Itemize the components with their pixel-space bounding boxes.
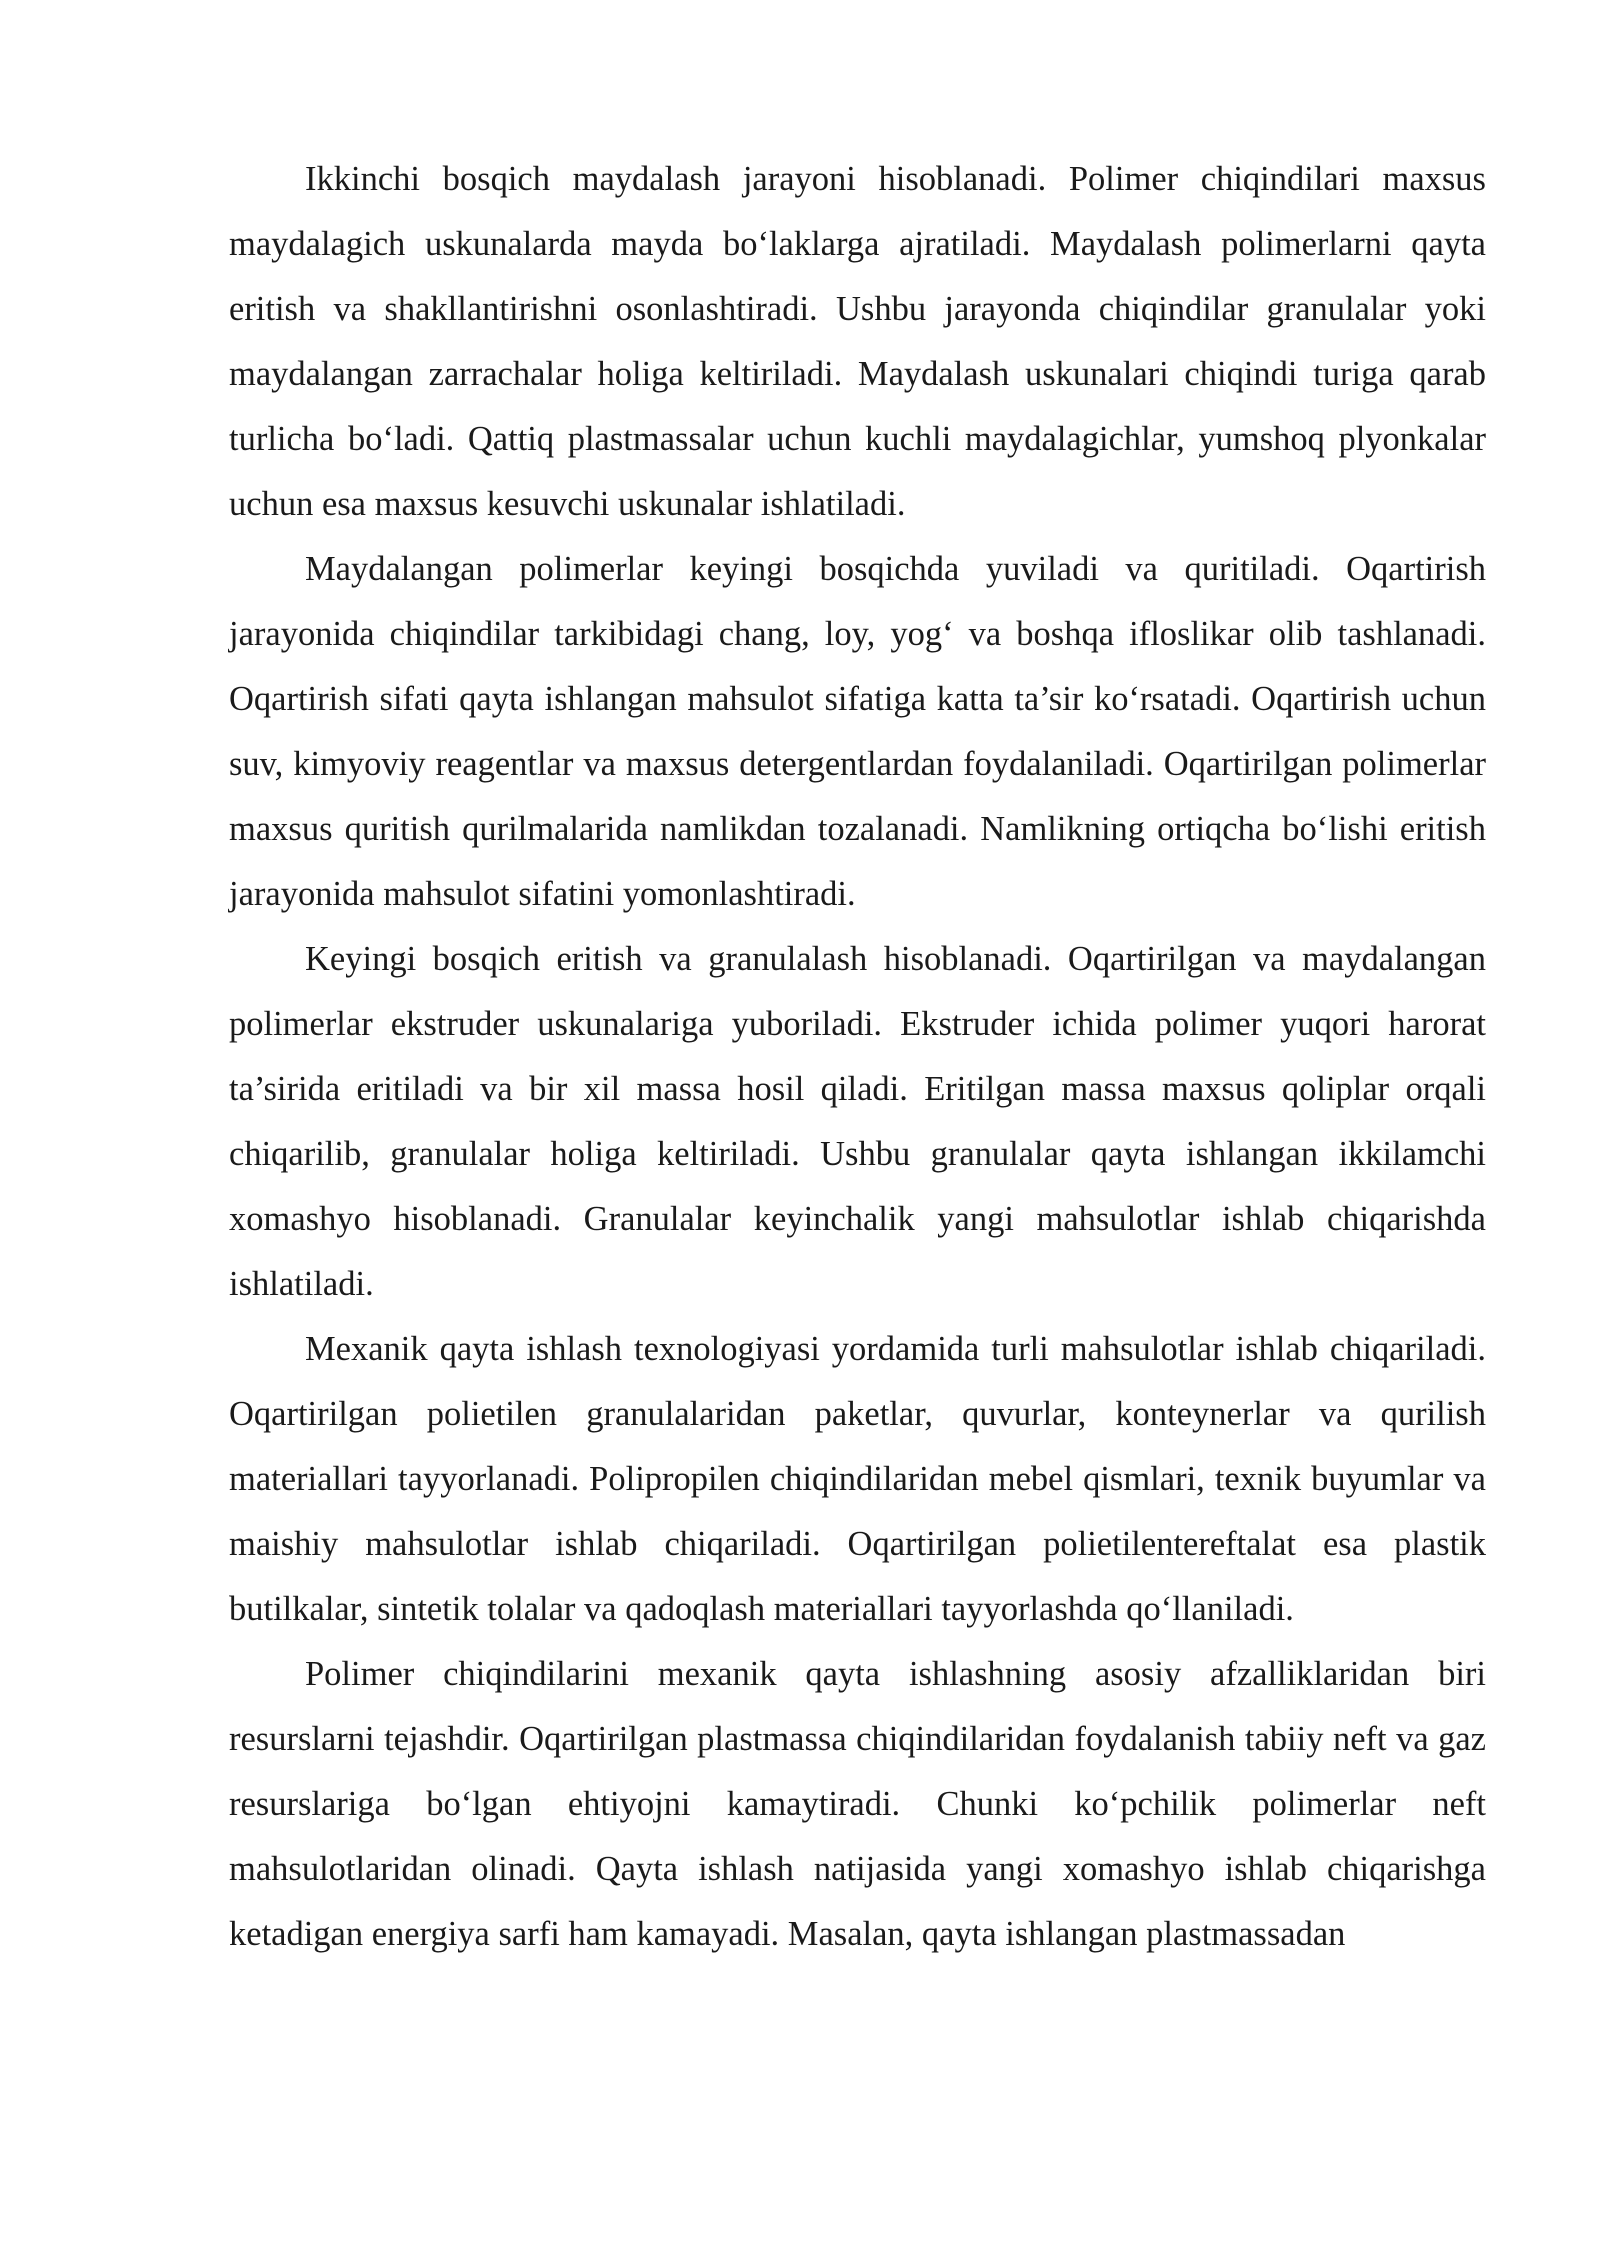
paragraph-washing-drying: Maydalangan polimerlar keyingi bosqichda yuviladi va quritiladi. Oqartirish jarayonida chiqindilar tarkibidagi chang, loy, yog‘ va boshqa ifloslikar olib tashlanadi. Oqartirish sifati qayta ishlangan mahsulot sifatiga katta ta’sir ko‘rsatadi. Oqartirish uchun suv, kimyoviy reagentlar va maxsus detergentlardan foydalaniladi. Oqartirilgan polimerlar maxsus quritish qurilmalarida namlikdan tozalanadi. Namlikning ortiqcha bo‘lishi eritish jarayonida mahsulot sifatini yomonlashtiradi. xyxy=(229,550,1486,913)
paragraph-advantages: Polimer chiqindilarini mexanik qayta ishlashning asosiy afzalliklaridan biri resurslarni tejashdir. Oqartirilgan plastmassa chiqindilaridan foydalanish tabiiy neft va gaz resurslariga bo‘lgan ehtiyojni kamaytiradi. Chunki ko‘pchilik polimerlar neft mahsulotlaridan olinadi. Qayta ishlash natijasida yangi xomashyo ishlab chiqarishga ketadigan energiya sarfi ham kamayadi. Masalan, qayta ishlangan plastmassadan xyxy=(229,1655,1486,1953)
body-text xyxy=(229,147,1486,1967)
paragraph-melting-granulation: Keyingi bosqich eritish va granulalash hisoblanadi. Oqartirilgan va maydalangan polimerlar ekstruder uskunalariga yuboriladi. Ekstruder ichida polimer yuqori harorat ta’sirida eritiladi va bir xil massa hosil qiladi. Eritilgan massa maxsus qoliplar orqali chiqarilib, granulalar holiga keltiriladi. Ushbu granulalar qayta ishlangan ikkilamchi xomashyo hisoblanadi. Granulalar keyinchalik yangi mahsulotlar ishlab chiqarishda ishlatiladi. xyxy=(229,940,1486,1303)
paragraph-products: Mexanik qayta ishlash texnologiyasi yordamida turli mahsulotlar ishlab chiqariladi. Oqartirilgan polietilen granulalaridan paketlar, quvurlar, konteynerlar va qurilish materiallari tayyorlanadi. Polipropilen chiqindilaridan mebel qismlari, texnik buyumlar va maishiy mahsulotlar ishlab chiqariladi. Oqartirilgan polietilentereftalat esa plastik butilkalar, sintetik tolalar va qadoqlash materiallari tayyorlashda qo‘llaniladi. xyxy=(229,1330,1486,1628)
paragraph-shredding: Ikkinchi bosqich maydalash jarayoni hisoblanadi. Polimer chiqindilari maxsus maydalagich uskunalarda mayda bo‘laklarga ajratiladi. Maydalash polimerlarni qayta eritish va shakllantirishni osonlashtiradi. Ushbu jarayonda chiqindilar granulalar yoki maydalangan zarrachalar holiga keltiriladi. Maydalash uskunalari chiqindi turiga qarab turlicha bo‘ladi. Qattiq plastmassalar uchun kuchli maydalagichlar, yumshoq plyonkalar uchun esa maxsus kesuvchi uskunalar ishlatiladi. xyxy=(229,160,1486,523)
